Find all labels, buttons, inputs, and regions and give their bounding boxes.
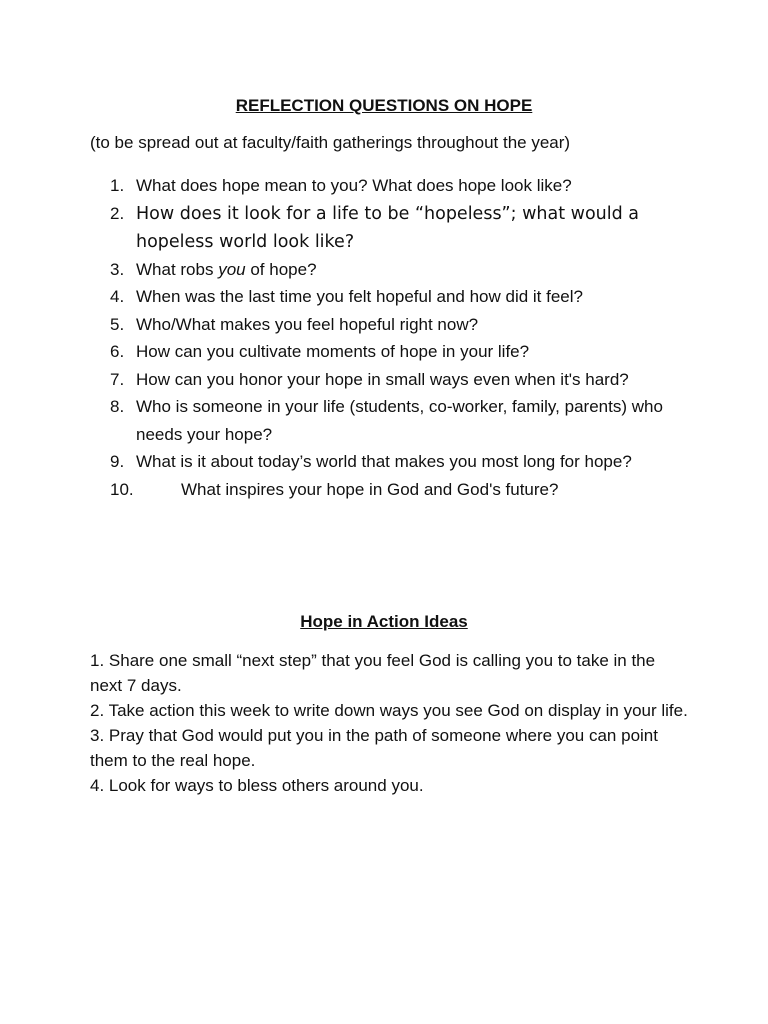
question-text — [136, 256, 710, 284]
question-item — [110, 172, 710, 200]
page-subtitle: (to be spread out at faculty/faith gatherings throughout the year) — [90, 133, 571, 152]
question-number: 2. — [110, 203, 125, 223]
question-item — [110, 283, 710, 311]
action-idea: 1. Share one small “next step” that you feel God is calling you to take in the next 7 days. — [90, 651, 656, 695]
question-number: 8. — [110, 397, 125, 416]
question-number: 1. — [110, 176, 125, 195]
question-item — [110, 393, 710, 448]
question-text: Who is someone in your life (students, co-worker, family, parents) who needs your hope? — [136, 397, 663, 444]
question-number: 5. — [110, 314, 125, 334]
question-text: How can you cultivate moments of hope in your life? — [136, 342, 530, 361]
question-text: How can you honor your hope in small ways even when it's hard? — [136, 369, 629, 389]
question-item — [110, 200, 710, 256]
question-number: 6. — [110, 342, 125, 361]
question-text: When was the last time you felt hopeful and how did it feel? — [136, 287, 583, 306]
question-text: How does it look for a life to be “hopeless”; what would a hopeless world look like? — [136, 203, 640, 252]
question-item — [110, 311, 710, 339]
question-text: What does hope mean to you? What does hope look like? — [136, 176, 572, 195]
question-item — [110, 256, 710, 284]
question-text: What inspires your hope in God and God's future? — [181, 479, 559, 499]
action-ideas-list — [90, 648, 690, 798]
question-text-post: of hope? — [245, 259, 317, 279]
question-number: 9. — [110, 452, 125, 471]
section-title: Hope in Action Ideas — [300, 612, 468, 631]
question-number: 3. — [110, 259, 125, 279]
question-text-emphasis: you — [218, 259, 246, 279]
question-text-pre: What robs — [136, 259, 219, 279]
question-text: What is it about today’s world that makes you most long for hope? — [136, 452, 632, 471]
question-item — [110, 338, 710, 366]
question-number: 7. — [110, 369, 125, 389]
question-item — [110, 366, 710, 394]
question-list — [110, 172, 710, 503]
action-idea: 4. Look for ways to bless others around you. — [90, 776, 424, 795]
question-number: 4. — [110, 287, 125, 306]
action-idea: 2. Take action this week to write down ways you see God on display in your life. — [90, 701, 688, 720]
question-item — [110, 448, 710, 476]
question-number: 10. — [110, 479, 134, 499]
action-idea: 3. Pray that God would put you in the path of someone where you can point them to the real hope. — [90, 726, 658, 770]
question-text: Who/What makes you feel hopeful right now? — [136, 314, 479, 334]
question-item — [110, 476, 710, 504]
page-title: REFLECTION QUESTIONS ON HOPE — [235, 96, 533, 115]
